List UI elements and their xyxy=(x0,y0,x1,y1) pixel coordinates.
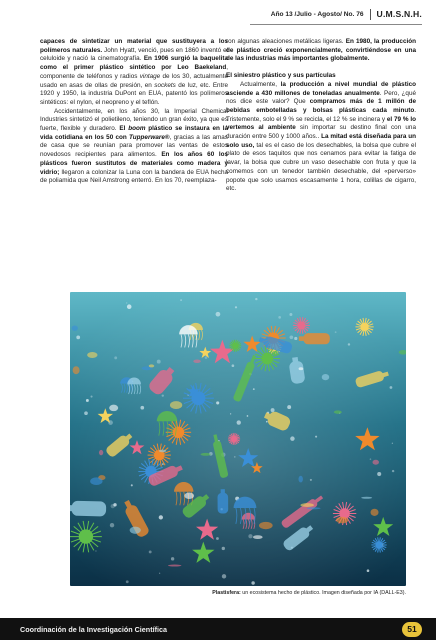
plastic-fragment xyxy=(170,401,182,409)
body-text: Accidentalmente, en los años 30, la Imperial Chemical Industries sintetizó el polietileno, teniendo un gran éxito, ya que es fuerte, flexible y duradero. xyxy=(40,107,228,133)
bubble xyxy=(335,331,337,333)
plastic-fragment xyxy=(109,405,118,412)
plastic-fragment xyxy=(168,565,181,567)
bubble xyxy=(171,557,174,560)
body-text: ron algunas aleaciones metálicas ligeras. xyxy=(226,38,346,45)
bubble xyxy=(310,479,312,481)
plastic-fragment xyxy=(73,366,80,374)
urchin-body xyxy=(191,391,205,405)
bubble xyxy=(84,411,88,415)
bold-text: En 1906 surgió la baquelita como el primer plástico sintético por Leo Baekeland xyxy=(40,55,228,72)
urchin-body xyxy=(261,353,273,365)
bold-text: En los años 60 los plásticos fueron sustitutos de materiales como madera y vidrio; xyxy=(40,151,228,176)
bubble xyxy=(255,298,257,300)
italic-text: sockets xyxy=(154,81,176,89)
bottle-neck xyxy=(70,505,72,511)
bubble xyxy=(390,386,393,389)
plastic-fragment xyxy=(334,410,342,413)
bubble xyxy=(234,456,236,458)
bubble xyxy=(149,550,152,553)
bubble xyxy=(113,503,116,506)
bubble xyxy=(237,420,241,424)
bubble xyxy=(253,388,255,390)
body-text: . Pero, ¿qué nos dice este valor? Que xyxy=(226,89,416,106)
bubble xyxy=(140,406,144,410)
plastic-fragment xyxy=(272,351,279,356)
urchin-body xyxy=(360,323,368,331)
bubble xyxy=(392,470,394,472)
plastic-fragment xyxy=(372,460,378,465)
plastic-fragment xyxy=(99,450,103,455)
plastic-fragment xyxy=(184,492,194,499)
bubble xyxy=(86,399,89,402)
bubble xyxy=(348,343,350,345)
bold-italic-text: boom xyxy=(128,125,146,133)
body-text: John Hyatt, venció, pues en 1860 inventó el celuloide y nació la cinematografía. xyxy=(40,46,229,63)
header-separator xyxy=(370,9,371,20)
bold-text: capaces de sintetizar un material que sustituyera a los polímeros naturales. xyxy=(40,38,228,54)
plastic-fragment xyxy=(307,507,321,509)
body-text: , componente de teléfonos y radios xyxy=(40,64,228,80)
caption-text: un ecosistema hecho de plástico. Imagen diseñada por IA (DALL-E3). xyxy=(240,590,406,596)
bubble xyxy=(251,581,254,584)
italic-text: vintage xyxy=(139,72,161,80)
bold-text: el 79 % lo vertemos al ambiente xyxy=(226,115,416,132)
body-text: de los 30, actualmente usado en asas de ollas de presión, en xyxy=(40,72,228,89)
bottle-body xyxy=(217,493,228,514)
plastic-fragment xyxy=(253,535,263,539)
bubble xyxy=(126,302,127,303)
plastic-fragment xyxy=(90,477,102,485)
body-text: Actualmente, xyxy=(240,80,281,88)
bubble xyxy=(114,356,117,359)
bold-text: El xyxy=(119,125,129,133)
bubble xyxy=(289,313,292,316)
caption-bold: Plastisfera: xyxy=(212,590,241,596)
bubble xyxy=(216,537,219,540)
body-text: , gracias a las amas de casa que se reunían para promover las ventas de estos novedosos recipientes para alimentos. xyxy=(40,133,228,159)
left-column xyxy=(40,38,228,186)
paragraph-gap xyxy=(226,64,416,72)
plastic-fragment xyxy=(361,497,372,499)
urchin-body xyxy=(79,529,93,543)
footer-label: Coordinación de la Investigación Científica xyxy=(20,624,167,634)
plastic-fragment xyxy=(130,527,141,534)
page-footer xyxy=(0,618,436,640)
bubble xyxy=(232,364,235,367)
urchin-body xyxy=(173,427,184,438)
bubble xyxy=(230,413,231,414)
bottle-neck xyxy=(299,336,304,340)
bottle-neck xyxy=(292,357,298,362)
paragraph-polymers xyxy=(40,38,228,108)
plastic-fragment xyxy=(298,476,302,483)
bubble xyxy=(157,360,161,364)
university-label: U.M.S.N.H. xyxy=(376,9,422,19)
bubble xyxy=(159,573,160,574)
header-rule xyxy=(250,24,422,25)
plastic-fragment xyxy=(193,360,201,364)
plastic-fragment xyxy=(299,367,304,370)
plastic-fragment xyxy=(336,517,348,523)
bubble xyxy=(91,396,93,398)
bubble xyxy=(205,356,208,359)
plastic-fragment xyxy=(300,503,313,507)
bold-text: compramos más de 1 millón de bebidas embotelladas y bolsas plásticas cada minuto xyxy=(226,98,417,114)
bubble xyxy=(392,443,393,444)
bottle-body xyxy=(304,333,330,344)
bubble xyxy=(294,337,297,340)
plastic-fragment xyxy=(322,374,329,380)
bubble xyxy=(290,436,294,440)
bubble xyxy=(370,458,372,460)
running-header xyxy=(271,6,422,22)
plastic-fragment xyxy=(200,453,210,456)
bubble xyxy=(377,472,381,476)
plastic-fragment xyxy=(72,325,78,330)
bubble xyxy=(216,401,219,404)
right-column xyxy=(226,38,416,194)
bubble xyxy=(162,395,164,397)
body-text: sin importar su destino final con una duración entre 500 y 1000 años.. xyxy=(226,124,416,141)
body-text: . Tristemente, solo el 9 % se recicla, el 12 % se incinera y xyxy=(226,106,416,123)
bubble xyxy=(180,299,181,300)
body-text: de luz, etc. Entre 1920 y 1950, la industria DuPont en EUA, patentó los polímeros sintéticos: el nylon, el neopreno y el teflón. xyxy=(40,81,228,106)
urchin-body xyxy=(376,541,383,548)
bubble xyxy=(159,515,163,519)
plastic-bottle xyxy=(70,501,106,517)
plastisphere-artwork xyxy=(70,292,406,586)
bubble xyxy=(162,463,164,465)
bold-text: la producción a nivel mundial de plástico asciende a 430 millones de toneladas anualmente xyxy=(226,80,416,97)
bubble xyxy=(222,547,225,550)
bubble xyxy=(248,534,252,538)
bubble xyxy=(247,415,249,417)
plastic-fragment xyxy=(149,364,154,367)
urchin-body xyxy=(231,436,236,441)
plastic-fragment xyxy=(371,509,379,516)
bottle-neck xyxy=(221,489,225,493)
paragraph-1980 xyxy=(226,38,416,64)
bold-text: En 1980, la producción de plástico creció exponencialmente, convirtiéndose en una de las industrias más importantes globalmente. xyxy=(226,38,416,63)
urchin-body xyxy=(233,343,238,348)
paragraph-production xyxy=(226,81,416,194)
body-text: tal es el caso de los desechables, la bolsa que cubre el plato de esos taquitos que nos cenamos para evitar la fatiga de lavar, la bolsa que cubre un vaso desechable con fruta y que la comemos con un tenedor también desechable, del «perverso» popote que solo usamos escasamente 1 hora, colillas de cigarro, etc. xyxy=(226,141,416,193)
urchin-body xyxy=(298,322,306,330)
bold-italic-text: Tupperware® xyxy=(129,133,170,141)
bubble xyxy=(126,580,129,583)
body-text: llegaron a colonizar la Luna con la bandera de EUA hecha de poliamida que Neil Amstrong enterró. En los 70, reemplaza- xyxy=(40,168,228,185)
bubble xyxy=(95,550,96,551)
plastic-fragment xyxy=(87,352,97,358)
bubble xyxy=(367,569,370,572)
bubble xyxy=(127,304,132,309)
issue-label: Año 13 /Julio - Agosto/ No. 76 xyxy=(270,10,364,18)
section-subheading: El siniestro plástico y sus partículas xyxy=(226,72,336,80)
bubble xyxy=(110,523,114,527)
bubble xyxy=(287,405,291,409)
bubble xyxy=(278,316,281,319)
paragraph-polyethylene xyxy=(40,108,228,186)
bubble xyxy=(315,436,317,438)
plastic-fragment xyxy=(159,450,166,453)
bubble xyxy=(216,312,221,317)
page-number-badge: 51 xyxy=(402,622,422,637)
figure-caption xyxy=(66,590,406,596)
bubble xyxy=(266,421,268,423)
plastic-fragment xyxy=(259,522,273,529)
bubble xyxy=(222,574,226,578)
bubble xyxy=(271,408,275,412)
bubble xyxy=(131,484,133,486)
plastisphere-illustration xyxy=(70,292,406,586)
bold-text: plástico se instaura en la vida cotidiana en los 50 con xyxy=(40,125,228,141)
bold-text: La mitad está diseñada para un solo uso, xyxy=(226,133,416,149)
bubble xyxy=(76,336,80,340)
bubble xyxy=(235,306,237,308)
bubble xyxy=(290,335,294,339)
bottle-body xyxy=(72,501,107,517)
